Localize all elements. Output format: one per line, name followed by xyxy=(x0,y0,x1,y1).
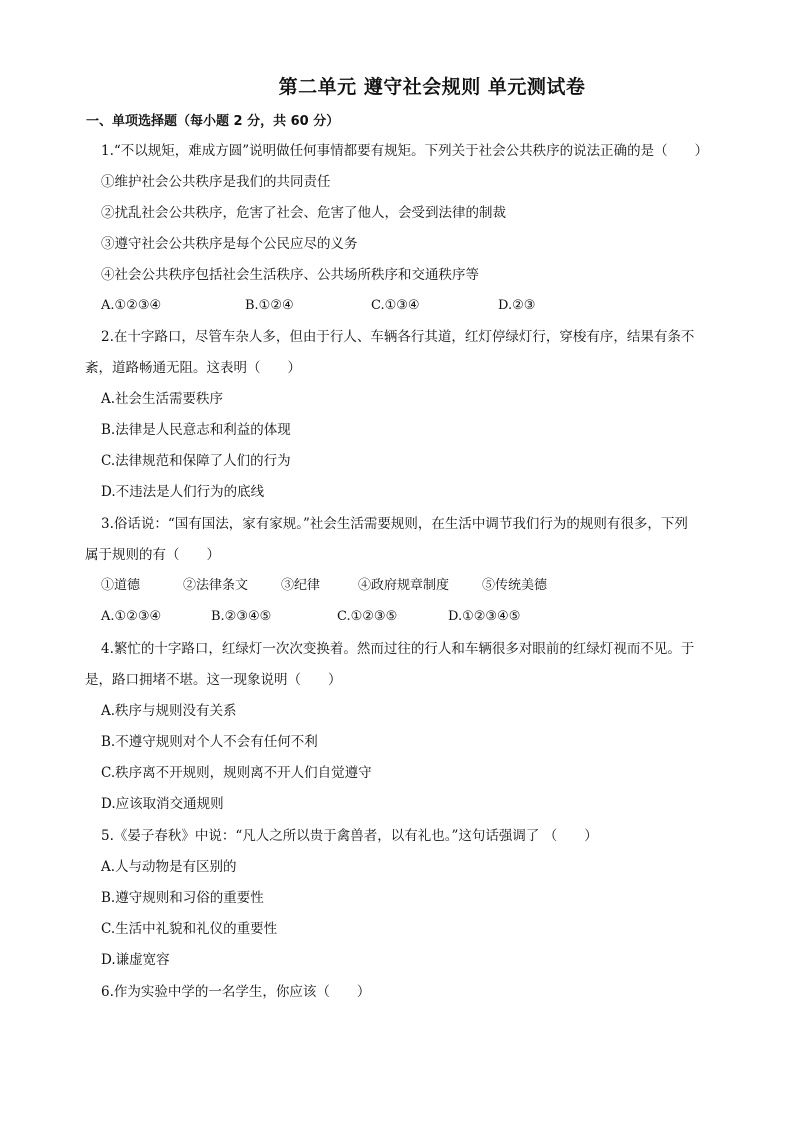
question-3-item: ③纪律 xyxy=(281,578,321,593)
choice-d[interactable]: D.不违法是人们行为的底线 xyxy=(101,484,265,500)
choice-a[interactable]: A.①②③④ xyxy=(101,298,162,313)
choice-d[interactable]: D.谦虚宽容 xyxy=(101,952,170,968)
section-heading: 一、单项选择题（每小题 2 分，共 60 分） xyxy=(86,114,340,129)
choice-b[interactable]: B.②③④⑤ xyxy=(211,609,272,624)
question-1-item: ①维护社会公共秩序是我们的共同责任 xyxy=(101,174,331,190)
choice-b[interactable]: B.遵守规则和习俗的重要性 xyxy=(101,890,264,906)
question-2-stem-cont: 紊，道路畅通无阻。这表明（ ） xyxy=(85,360,301,376)
choice-d[interactable]: D.应该取消交通规则 xyxy=(101,796,224,812)
choice-b[interactable]: B.①②④ xyxy=(245,298,294,313)
question-3-item: ④政府规章制度 xyxy=(358,578,450,593)
choice-a[interactable]: A.秩序与规则没有关系 xyxy=(101,703,237,719)
question-1-item: ②扰乱社会公共秩序，危害了社会、危害了他人，会受到法律的制裁 xyxy=(101,205,506,221)
choice-b[interactable]: B.不遵守规则对个人不会有任何不利 xyxy=(101,734,318,750)
question-2-stem: 2.在十字路口，尽管车杂人多，但由于行人、车辆各行其道，红灯停绿灯行，穿梭有序，结果有条不 xyxy=(101,329,695,345)
page-title: 第二单元 遵守社会规则 单元测试卷 xyxy=(278,76,586,98)
question-1-item: ③遵守社会公共秩序是每个公民应尽的义务 xyxy=(101,236,358,252)
question-3-item: ①道德 xyxy=(101,578,141,593)
choice-a[interactable]: A.社会生活需要秩序 xyxy=(101,391,224,407)
question-3-stem: 3.俗话说：“国有国法，家有家规。”社会生活需要规则，在生活中调节我们行为的规则有很多，下列 xyxy=(101,516,688,532)
choice-c[interactable]: C.法律规范和保障了人们的行为 xyxy=(101,453,291,469)
choice-b[interactable]: B.法律是人民意志和利益的体现 xyxy=(101,422,291,438)
choice-a[interactable]: A.人与动物是有区别的 xyxy=(101,859,237,875)
question-1-stem: 1.“不以规矩，难成方圆”说明做任何事情都要有规矩。下列关于社会公共秩序的说法正确的是（ ） xyxy=(101,143,709,159)
choice-c[interactable]: C.①②③⑤ xyxy=(337,609,398,624)
choice-c[interactable]: C.生活中礼貌和礼仪的重要性 xyxy=(101,921,278,937)
question-3-item: ②法律条文 xyxy=(183,578,249,593)
question-1-item: ④社会公共秩序包括社会生活秩序、公共场所秩序和交通秩序等 xyxy=(101,267,479,283)
question-4-stem-cont: 是，路口拥堵不堪。这一现象说明（ ） xyxy=(85,672,342,688)
question-6-stem: 6.作为实验中学的一名学生，你应该（ ） xyxy=(101,984,371,1000)
choice-a[interactable]: A.①②③④ xyxy=(101,609,162,624)
question-5-stem: 5.《晏子春秋》中说：“凡人之所以贵于禽兽者，以有礼也。”这句话强调了 （ ） xyxy=(101,828,598,844)
question-4-stem: 4.繁忙的十字路口，红绿灯一次次变换着。然而过往的行人和车辆很多对眼前的红绿灯视而不见。于 xyxy=(101,641,695,657)
choice-c[interactable]: C.秩序离不开规则，规则离不开人们自觉遵守 xyxy=(101,765,372,781)
choice-c[interactable]: C.①③④ xyxy=(371,298,420,313)
choice-d[interactable]: D.①②③④⑤ xyxy=(448,609,521,624)
question-3-item: ⑤传统美德 xyxy=(482,578,548,593)
choice-d[interactable]: D.②③ xyxy=(498,298,536,313)
question-3-stem-cont: 属于规则的有（ ） xyxy=(85,547,220,563)
